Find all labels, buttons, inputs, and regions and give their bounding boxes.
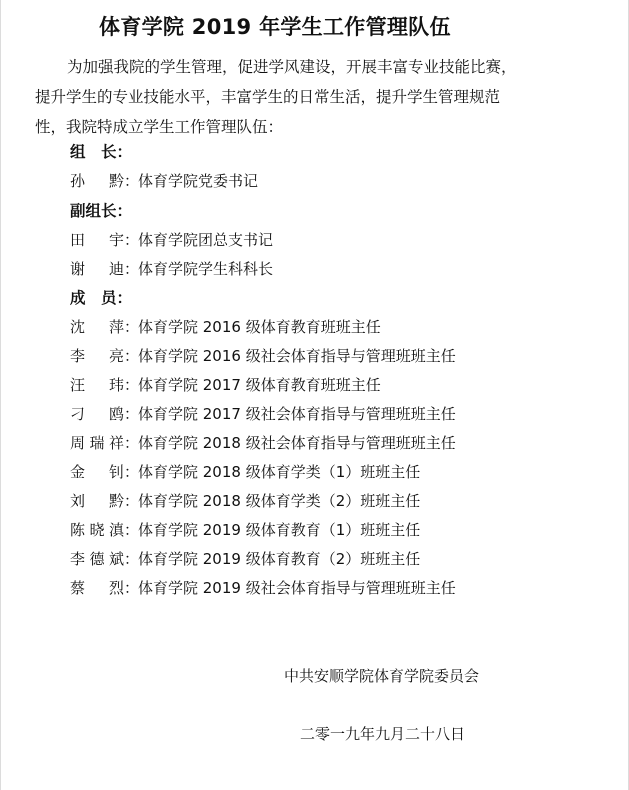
member-colon: ： bbox=[124, 434, 140, 452]
member-colon: ： bbox=[124, 347, 140, 365]
member-colon: ： bbox=[124, 492, 140, 510]
member-name: 李 亮 bbox=[70, 347, 124, 365]
intro-line: 提升学生的专业技能水平，丰富学生的日常生活，提升学生管理规范 bbox=[35, 88, 501, 106]
member-role: 体育学院 2017 级社会体育指导与管理班班主任 bbox=[138, 405, 456, 423]
member-name: 金 钊 bbox=[70, 463, 124, 481]
member-name: 沈 萍 bbox=[70, 318, 124, 336]
member-name: 刁 鸥 bbox=[70, 405, 124, 423]
member-colon: ： bbox=[124, 579, 140, 597]
member-row bbox=[70, 430, 456, 456]
signature-date: 二零一九年九月二十八日 bbox=[300, 725, 466, 743]
section-heading-deputy-leader: 副组长： bbox=[70, 202, 133, 220]
member-name: 田 宇 bbox=[70, 231, 124, 249]
member-row bbox=[70, 401, 456, 427]
member-row bbox=[70, 372, 381, 398]
member-role: 体育学院 2016 级体育教育班班主任 bbox=[138, 318, 381, 336]
member-row bbox=[70, 459, 420, 485]
member-role: 体育学院团总支书记 bbox=[138, 231, 274, 249]
member-name: 汪 玮 bbox=[70, 376, 124, 394]
member-row bbox=[70, 256, 273, 282]
member-name: 陈晓滇 bbox=[70, 521, 124, 539]
member-colon: ： bbox=[124, 521, 140, 539]
member-name: 周瑞祥 bbox=[70, 434, 124, 452]
member-name: 刘 黔 bbox=[70, 492, 124, 510]
member-colon: ： bbox=[124, 318, 140, 336]
section-heading-leader: 组 长： bbox=[70, 143, 133, 161]
member-colon: ： bbox=[124, 172, 140, 190]
member-row bbox=[70, 575, 456, 601]
member-role: 体育学院 2018 级体育学类（1）班班主任 bbox=[138, 463, 421, 481]
member-role: 体育学院 2019 级体育教育（2）班班主任 bbox=[138, 550, 421, 568]
member-name: 李德斌 bbox=[70, 550, 124, 568]
member-row bbox=[70, 168, 258, 194]
member-role: 体育学院 2017 级体育教育班班主任 bbox=[138, 376, 381, 394]
member-row bbox=[70, 227, 273, 253]
member-name: 蔡 烈 bbox=[70, 579, 124, 597]
member-colon: ： bbox=[124, 463, 140, 481]
member-row bbox=[70, 546, 420, 572]
intro-line: 为加强我院的学生管理，促进学风建设，开展丰富专业技能比赛， bbox=[67, 58, 517, 76]
signature-organization: 中共安顺学院体育学院委员会 bbox=[284, 667, 480, 685]
section-heading-members: 成 员： bbox=[70, 289, 133, 307]
member-role: 体育学院党委书记 bbox=[138, 172, 259, 190]
member-row bbox=[70, 314, 381, 340]
member-row bbox=[70, 517, 420, 543]
member-role: 体育学院 2016 级社会体育指导与管理班班主任 bbox=[138, 347, 456, 365]
intro-line: 性，我院特成立学生工作管理队伍： bbox=[35, 118, 284, 136]
member-row bbox=[70, 488, 420, 514]
member-colon: ： bbox=[124, 376, 140, 394]
member-role: 体育学院学生科科长 bbox=[138, 260, 274, 278]
member-role: 体育学院 2018 级社会体育指导与管理班班主任 bbox=[138, 434, 456, 452]
member-colon: ： bbox=[124, 550, 140, 568]
document-title: 体育学院 2019 年学生工作管理队伍 bbox=[99, 15, 451, 39]
member-row bbox=[70, 343, 456, 369]
intro-paragraph bbox=[35, 52, 535, 142]
member-colon: ： bbox=[124, 260, 140, 278]
member-role: 体育学院 2018 级体育学类（2）班班主任 bbox=[138, 492, 421, 510]
member-name: 孙 黔 bbox=[70, 172, 124, 190]
member-name: 谢 迪 bbox=[70, 260, 124, 278]
member-role: 体育学院 2019 级社会体育指导与管理班班主任 bbox=[138, 579, 456, 597]
member-colon: ： bbox=[124, 231, 140, 249]
member-role: 体育学院 2019 级体育教育（1）班班主任 bbox=[138, 521, 421, 539]
member-colon: ： bbox=[124, 405, 140, 423]
